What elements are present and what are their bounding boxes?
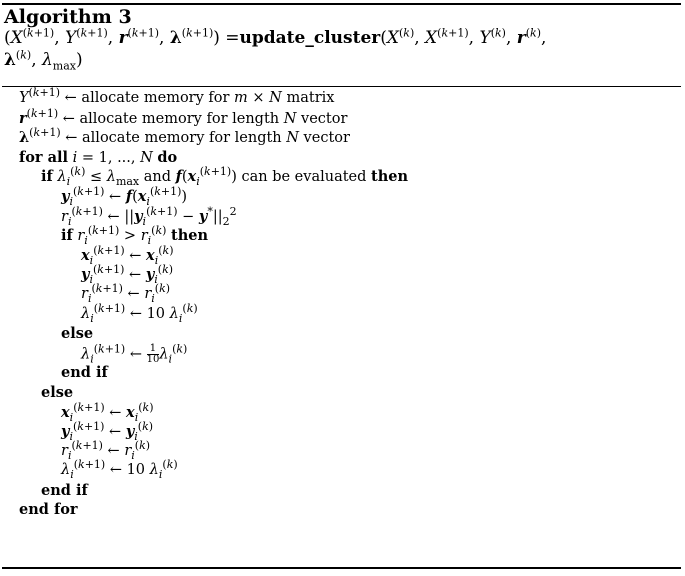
algorithm-header: [2, 5, 681, 87]
signature-outputs: ($X^{(k+1)}$, $Y^{(k+1)}$, $r^{(k+1)}$, $\lambda^{(k+1)}$) =: [4, 26, 240, 48]
line-21: end if: [41, 481, 88, 499]
line-14: $\lambda_i^{(k+1)}$ ← $\frac{1}{10}$ $\lambda_i^{(k)}$: [81, 342, 188, 366]
line-18: $y_i^{(k+1)}$ ← $y_i^{(k)}$: [61, 420, 154, 443]
line-19: $r_i^{(k+1)}$ ← $r_i^{(k)}$: [61, 438, 151, 462]
algorithm-title: Algorithm 3: [4, 6, 132, 28]
algorithm-body: [2, 87, 681, 520]
line-3: $\lambda^{(k+1)}$ ← allocate memory for length N vector: [19, 126, 350, 147]
line-4: for all i = 1, ..., N do: [19, 148, 178, 166]
line-10: $y_i^{(k+1)}$ ← $y_i^{(k)}$: [81, 263, 174, 287]
line-11: $r_i^{(k+1)}$ ← $r_i^{(k)}$: [81, 282, 171, 305]
line-16: else: [41, 383, 74, 401]
line-8: if $r_i^{(k+1)} > r_i^{(k)}$ then: [61, 224, 209, 248]
line-1: $Y^{(k+1)}$ ← allocate memory for m × N matrix: [19, 86, 335, 106]
line-5: if $\lambda_i^{(k)} \le \lambda_{max}$ and $f(x_i^{(k+1)})$ can be evaluated then: [41, 165, 409, 189]
line-15: end if: [61, 364, 108, 382]
algorithm-box: [2, 3, 681, 569]
line-6: $y_i^{(k+1)}$ ← $f(x_i^{(k+1)})$: [61, 185, 188, 208]
line-20: $\lambda_i^{(k+1)}$ ← 10 $\lambda_i^{(k)}$: [61, 458, 178, 482]
line-12: $\lambda_i^{(k+1)}$ ← 10 $\lambda_i^{(k)}$: [81, 301, 198, 325]
line-7: $r_i^{(k+1)}$ ← $||y_i^{(k+1)} - y^*||_2^2$: [61, 204, 237, 228]
algorithm-signature: [4, 27, 679, 71]
line-2: $r^{(k+1)}$ ← allocate memory for length N vector: [19, 106, 348, 127]
line-13: else: [61, 325, 94, 343]
line-17: $x_i^{(k+1)}$ ← $x_i^{(k)}$: [61, 400, 154, 424]
function-name: update_cluster: [239, 28, 381, 48]
fraction-one-tenth: $\frac{1}{10}$: [146, 342, 160, 365]
line-22: end for: [19, 501, 78, 519]
line-9: $x_i^{(k+1)}$ ← $x_i^{(k)}$: [81, 243, 174, 267]
signature-args: ($X^{(k)}$, $X^{(k+1)}$, $Y^{(k)}$, $r^{(k)}$, $\lambda^{(k)}$, $\lambda_{max}$): [4, 26, 547, 73]
